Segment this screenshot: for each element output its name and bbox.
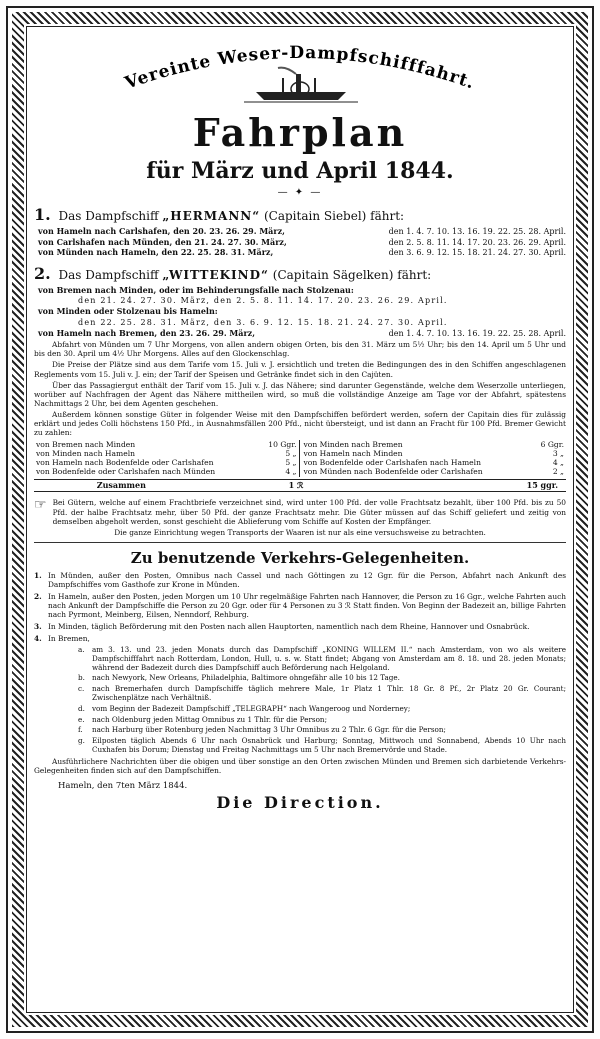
subitem-text: am 3. 13. und 23. jeden Monats durch das Dampfschiff „KONING WILLEM II.“ nach Amsterdam, von wo als weitere Dampfschifffahrt nach Rotterdam, London, Hull, u. s. w. Statt findet; Abgang von Amsterdam am 8. 18. und 28. jeden Monats; während der Badezeit durch dies Dampfschiff auch Beförderung nach Helgoland. bbox=[92, 645, 566, 672]
tariff-right: von Bodenfelde oder Carlshafen nach Hameln bbox=[303, 458, 481, 468]
steamship-icon bbox=[244, 68, 358, 102]
tariff-left: von Bremen nach Minden bbox=[36, 439, 136, 449]
sum-left: 1 ℛ bbox=[288, 479, 304, 490]
tariff-left-value: 10 Ggr. bbox=[268, 439, 297, 449]
tariff-left-value: 5 „ bbox=[285, 458, 297, 468]
ship1-heading bbox=[34, 205, 566, 225]
item-number: 3. bbox=[34, 622, 42, 632]
ship2-route-row bbox=[34, 329, 566, 339]
ship1-captain: (Capitain Siebel) bbox=[263, 209, 367, 224]
arch-title-text: Vereinte Weser-Dampfschifffahrt. bbox=[122, 42, 478, 94]
route-april: den 1. 4. 7. 10. 13. 16. 19. 22. 25. 28. April. bbox=[388, 328, 566, 338]
page-title: Fahrplan bbox=[192, 110, 408, 155]
divider-rule bbox=[34, 542, 566, 543]
pointing-hand-icon: ☞ bbox=[34, 497, 47, 514]
freight-note-text: Bei Gütern, welche auf einem Frachtbriefe verzeichnet sind, wird unter 100 Pfd. der volle Frachtsatz bezahlt, über 100 Pfd. bis zu 50 Pfd. der halbe Frachtsatz mehr, über 50 Pfd. der ganze Frachtsatz mehr. Die Güter müssen auf das Schiff geliefert und zeitig von demselben abgeholt werden, sonst geschieht die Ablieferung vom Schiffe auf Kosten der Empfänger. bbox=[52, 498, 566, 526]
bremen-subitem bbox=[78, 726, 566, 735]
item-text: In Münden, außer den Posten, Omnibus nach Cassel und nach Göttingen zu 12 Ggr. für die Person, Abfahrt nach Ankunft des Dampfschiffes vom Gasthofe zur Krone in Münden. bbox=[48, 570, 566, 589]
subitem-text: nach Harburg über Rotenburg jeden Nachmittag 3 Uhr Omnibus zu 2 Thlr. 6 Ggr. für die Person; bbox=[92, 725, 446, 735]
route-text: von Minden oder Stolzenau bis Hameln: bbox=[38, 306, 218, 317]
poster-content bbox=[34, 34, 566, 1004]
page-subtitle: für März und April 1844. bbox=[146, 158, 454, 185]
subitem-letter: e. bbox=[78, 714, 85, 724]
paragraph-prices: Die Preise der Plätze sind aus dem Tarife vom 15. Juli v. J. ersichtlich und treten die Bedingungen des in den Schiffen angeschlagenen Reglements vom 15. Juli v. J. ein; der Tarif der Speisen und Getränke findet sich in den Cajüten. bbox=[34, 360, 566, 379]
arch-title-svg bbox=[34, 34, 566, 106]
table-row bbox=[34, 467, 566, 476]
route-text: von Münden nach Hameln, den 22. 25. 28. 31. März, bbox=[38, 247, 274, 258]
list-item bbox=[34, 592, 566, 619]
ship2-route-dates: den 22. 25. 28. 31. März, den 3. 6. 9. 12. 15. 18. 21. 24. 27. 30. April. bbox=[78, 317, 448, 327]
subitem-letter: d. bbox=[78, 703, 85, 713]
table-row bbox=[34, 449, 566, 458]
ship1-verb: fährt: bbox=[370, 209, 405, 224]
paragraph-luggage: Über das Passagiergut enthält der Tarif vom 15. Juli v. J. das Nähere; sind darunter Gegenstände, welche dem Weserzolle unterliegen, worüber auf Nachfragen der Agent das Nähere mittheilen wird, so muß die vollständige Anzeige am Tage vor der Abfahrt, spätestens Nachmittags 2 Uhr, bei dem Agenten geschehen. bbox=[34, 380, 566, 408]
ship1-route-row bbox=[34, 238, 566, 248]
item-text: In Minden, täglich Beförderung mit den Posten nach allen Hauptorten, namentlich nach dem Rheine, Hannover und Osnabrück. bbox=[48, 622, 530, 632]
tariff-right-value: 4 „ bbox=[552, 458, 564, 468]
route-text: von Bremen nach Minden, oder im Behinderungsfalle nach Stolzenau: bbox=[38, 284, 354, 295]
ship1-intro: Das Dampfschiff bbox=[58, 209, 159, 224]
tariff-right: von Hameln nach Minden bbox=[303, 448, 403, 458]
tariff-right: von Münden nach Bodenfelde oder Carlshafen bbox=[303, 467, 483, 477]
table-row bbox=[34, 458, 566, 467]
ship1-name: „HERMANN“ bbox=[162, 209, 261, 224]
tariff-right-value: 3 „ bbox=[552, 448, 564, 458]
ship1-route-row bbox=[34, 248, 566, 258]
tariff-sum-row bbox=[34, 479, 566, 493]
bremen-subitem bbox=[78, 705, 566, 714]
subitem-text: vom Beginn der Badezeit Dampfschiff „TELEGRAPH“ nach Wangeroog und Norderney; bbox=[92, 703, 411, 713]
signature: Die Direction. bbox=[216, 793, 384, 813]
trial-note: Die ganze Einrichtung wegen Transports der Waaren ist nur als eine versuchsweise zu betrachten. bbox=[114, 527, 486, 537]
ship1-route-row bbox=[34, 227, 566, 237]
ship2-route-head bbox=[34, 286, 566, 296]
arch-header bbox=[34, 34, 566, 106]
tariff-left-value: 4 „ bbox=[285, 467, 297, 477]
section-title: Zu benutzende Verkehrs-Gelegenheiten. bbox=[130, 548, 470, 567]
ship2-intro: Das Dampfschiff bbox=[58, 268, 159, 283]
ship2-captain: (Capitain Sägelken) bbox=[272, 268, 394, 283]
freight-note bbox=[34, 498, 566, 525]
tariff-right-value: 2 „ bbox=[552, 467, 564, 477]
route-april: den 1. 4. 7. 10. 13. 16. 19. 22. 25. 28. April. bbox=[388, 226, 566, 236]
item-number: 2. bbox=[34, 591, 42, 601]
ship2-number: 2. bbox=[34, 264, 51, 284]
subitem-letter: g. bbox=[78, 736, 85, 746]
route-april: den 2. 5. 8. 11. 14. 17. 20. 23. 26. 29. April. bbox=[388, 237, 566, 247]
route-april: den 3. 6. 9. 12. 15. 18. 21. 24. 27. 30. April. bbox=[388, 248, 566, 258]
sum-right: 15 ggr. bbox=[526, 479, 559, 490]
route-text: von Hameln nach Carlshafen, den 20. 23. 26. 29. März, bbox=[38, 225, 285, 236]
tariff-left-value: 5 „ bbox=[285, 448, 297, 458]
subitem-text: nach Newyork, New Orleans, Philadelphia, Baltimore ohngefähr alle 10 bis 12 Tage. bbox=[92, 673, 400, 683]
item-number: 1. bbox=[34, 570, 42, 580]
ship1-number: 1. bbox=[34, 205, 51, 225]
item-number: 4. bbox=[34, 634, 42, 644]
bremen-subitem bbox=[78, 674, 566, 683]
ship2-route-dates: den 21. 24. 27. 30. März, den 2. 5. 8. 11. 14. 17. 20. 23. 26. 29. April. bbox=[78, 296, 448, 306]
tariff-left: von Hameln nach Bodenfelde oder Carlshafen bbox=[36, 458, 214, 468]
table-row bbox=[34, 440, 566, 449]
subitem-text: Eilposten täglich Abends 6 Uhr nach Osnabrück und Harburg; Sonntag, Mittwoch und Sonnabend, Abends 10 Uhr nach Cuxhafen bis Dorum; Dienstag und Freitag Nachmittags um 5 Uhr nach Bremervörde und Stade. bbox=[92, 736, 566, 754]
subitem-letter: a. bbox=[78, 645, 85, 655]
bremen-subitem bbox=[78, 737, 566, 755]
tariff-left: von Minden nach Hameln bbox=[36, 448, 136, 458]
paragraph-goods: Außerdem können sonstige Güter in folgender Weise mit den Dampfschiffen befördert werden, sofern der Capitain dies für zulässig erklärt und jedes Colli höchstens 150 Pfd., in Ausnahmsfällen 200 Pfd., nicht übersteigt, und ist dann an Fracht für 100 Pfd. Bremer Gewicht zu zahlen: bbox=[34, 409, 566, 437]
subitem-letter: f. bbox=[78, 725, 83, 735]
subitem-text: nach Bremerhafen durch Dampfschiffe täglich mehrere Male, 1r Platz 1 Thlr. 18 Gr. 8 Pf., 2r Platz 20 Gr. Courant; Zwischenplätze nach Verhältniß. bbox=[92, 684, 566, 703]
divider-ornament: — ✦ — bbox=[277, 187, 323, 199]
ship2-route-head bbox=[34, 307, 566, 317]
subitem-text: nach Oldenburg jeden Mittag Omnibus zu 1 Thlr. für die Person; bbox=[92, 714, 327, 724]
list-item bbox=[34, 634, 566, 643]
ship2-verb: fährt: bbox=[397, 268, 432, 283]
paragraph-departure: Abfahrt von Münden um 7 Uhr Morgens, von allen andern obigen Orten, bis den 31. März um 5½ Uhr; bis den 14. April um 5 Uhr und bis den 30. April um 4½ Uhr Morgens. Alles auf den Glockenschlag. bbox=[34, 340, 566, 359]
ship2-name: „WITTEKIND“ bbox=[162, 268, 269, 283]
subitem-letter: b. bbox=[78, 673, 85, 683]
bremen-subitem bbox=[78, 646, 566, 672]
tariff-left: von Bodenfelde oder Carlshafen nach Münden bbox=[36, 467, 216, 477]
subitem-letter: c. bbox=[78, 684, 85, 694]
closing-paragraph: Ausführlichere Nachrichten über die obigen und über sonstige an den Orten zwischen Münden und Bremen sich darbietende Verkehrs-Gelegenheiten finden sich auf den Dampfschiffen. bbox=[34, 756, 566, 775]
route-text: von Hameln nach Bremen, den 23. 26. 29. März, bbox=[38, 327, 255, 338]
list-item bbox=[34, 571, 566, 589]
list-item bbox=[34, 622, 566, 631]
date-line: Hameln, den 7ten März 1844. bbox=[58, 780, 188, 791]
bremen-subitem bbox=[78, 716, 566, 725]
freight-tariff-table bbox=[34, 440, 566, 477]
item-text: In Hameln, außer den Posten, jeden Morgen um 10 Uhr regelmäßige Fahrten nach Hannover, die Person zu 16 Ggr., welche Fahrten auch nach Ankunft der Dampfschiffe die Person zu 20 Ggr. oder für 4 Personen zu 3 ℛ Statt finden. Von Beginn der Badezeit an, billige Fahrten nach Pyrmont, Meinberg, Eilsen, Nenndorf, Rehburg. bbox=[48, 591, 566, 620]
route-text: von Carlshafen nach Münden, den 21. 24. 27. 30. März, bbox=[38, 236, 287, 247]
tariff-right: von Minden nach Bremen bbox=[303, 439, 403, 449]
ship2-heading bbox=[34, 264, 566, 284]
tariff-right-value: 6 Ggr. bbox=[540, 439, 564, 449]
sum-label: Zusammen bbox=[96, 479, 146, 490]
bremen-subitem bbox=[78, 685, 566, 703]
item-text: In Bremen, bbox=[48, 634, 90, 644]
